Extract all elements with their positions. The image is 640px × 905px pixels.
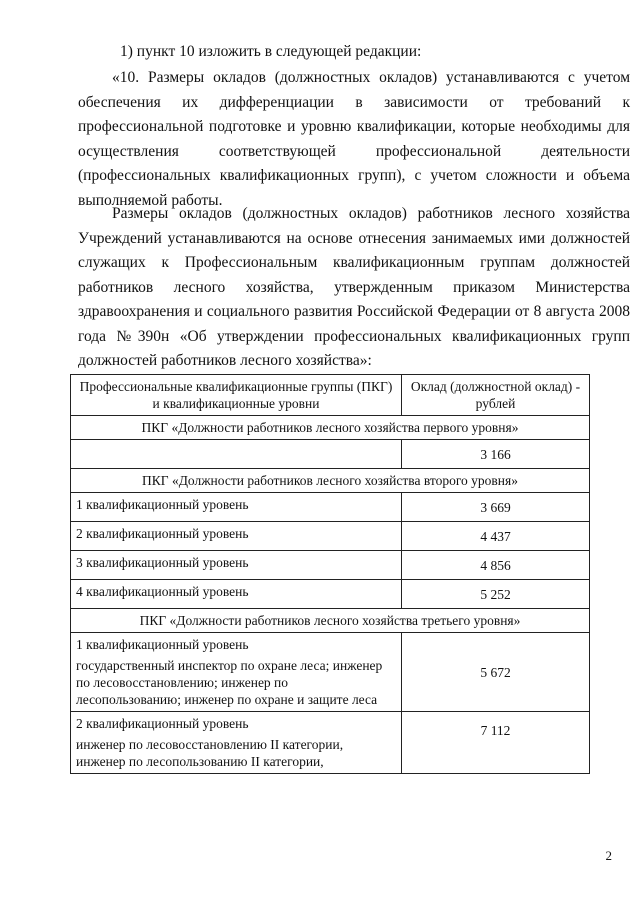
table-row [71, 580, 590, 609]
table-row [71, 712, 590, 774]
salary-cell: 4 437 [402, 522, 590, 551]
table-row [71, 493, 590, 522]
level-cell: 3 квалификационный уровень [71, 551, 402, 580]
level-label: 2 квалификационный уровень [76, 716, 249, 731]
header-pkg: Профессиональные квалификационные группы (ПКГ) и квалификационные уровни [71, 375, 402, 416]
group2-title: ПКГ «Должности работников лесного хозяйства второго уровня» [71, 469, 590, 493]
group3-title: ПКГ «Должности работников лесного хозяйства третьего уровня» [71, 609, 590, 633]
salaries-paragraph: Размеры окладов (должностных окладов) работников лесного хозяйства Учреждений устанавливаются на основе отнесения занимаемых ими должностей служащих к Профессиональным квалификационным группам должностей работников лесного хозяйства, утвержденным приказом Министерства здравоохранения и социального развития Российской Федерации от 8 августа 2008 года №390н «Об утверждении профессиональных квалификационных групп должностей работников лесного хозяйства»: [78, 205, 630, 369]
group1-title: ПКГ «Должности работников лесного хозяйства первого уровня» [71, 416, 590, 440]
positions-text: инженер по лесовосстановлению II категории, инженер по лесопользованию II категории, [76, 737, 344, 769]
level-cell [71, 712, 402, 774]
level-label: 1 квалификационный уровень [76, 637, 249, 652]
salary-cell: 5 672 [402, 633, 590, 712]
table-row [71, 633, 590, 712]
table-row [71, 551, 590, 580]
level-cell: 2 квалификационный уровень [71, 522, 402, 551]
salary-cell: 3 669 [402, 493, 590, 522]
salary-cell: 7 112 [402, 712, 590, 774]
level-cell: 4 квалификационный уровень [71, 580, 402, 609]
table-row [71, 522, 590, 551]
salary-cell: 5 252 [402, 580, 590, 609]
level-cell [71, 440, 402, 469]
table-header-row [71, 375, 590, 416]
level-cell [71, 633, 402, 712]
salary-cell: 3 166 [402, 440, 590, 469]
intro-paragraph: 1) пункт 10 изложить в следующей редакции: [120, 43, 422, 60]
group-title-row [71, 609, 590, 633]
page-number: 2 [605, 848, 612, 863]
salary-table [70, 374, 590, 774]
positions-text: государственный инспектор по охране леса; инженер по лесовосстановлению; инженер по лесопользованию; инженер по охране и защите леса [76, 658, 383, 707]
paragraph-10: «10. Размеры окладов (должностных окладов) устанавливаются с учетом обеспечения их дифференциации в зависимости от требований к профессиональной подготовке и уровню квалификации, которые необходимы для осуществления соответствующей профессиональной деятельности (профессиональных квалификационных групп), с учетом сложности и объема выполняемой работы. [78, 69, 630, 209]
table-row [71, 440, 590, 469]
group-title-row [71, 416, 590, 440]
group-title-row [71, 469, 590, 493]
header-salary: Оклад (должностной оклад) - рублей [402, 375, 590, 416]
salary-cell: 4 856 [402, 551, 590, 580]
level-cell: 1 квалификационный уровень [71, 493, 402, 522]
